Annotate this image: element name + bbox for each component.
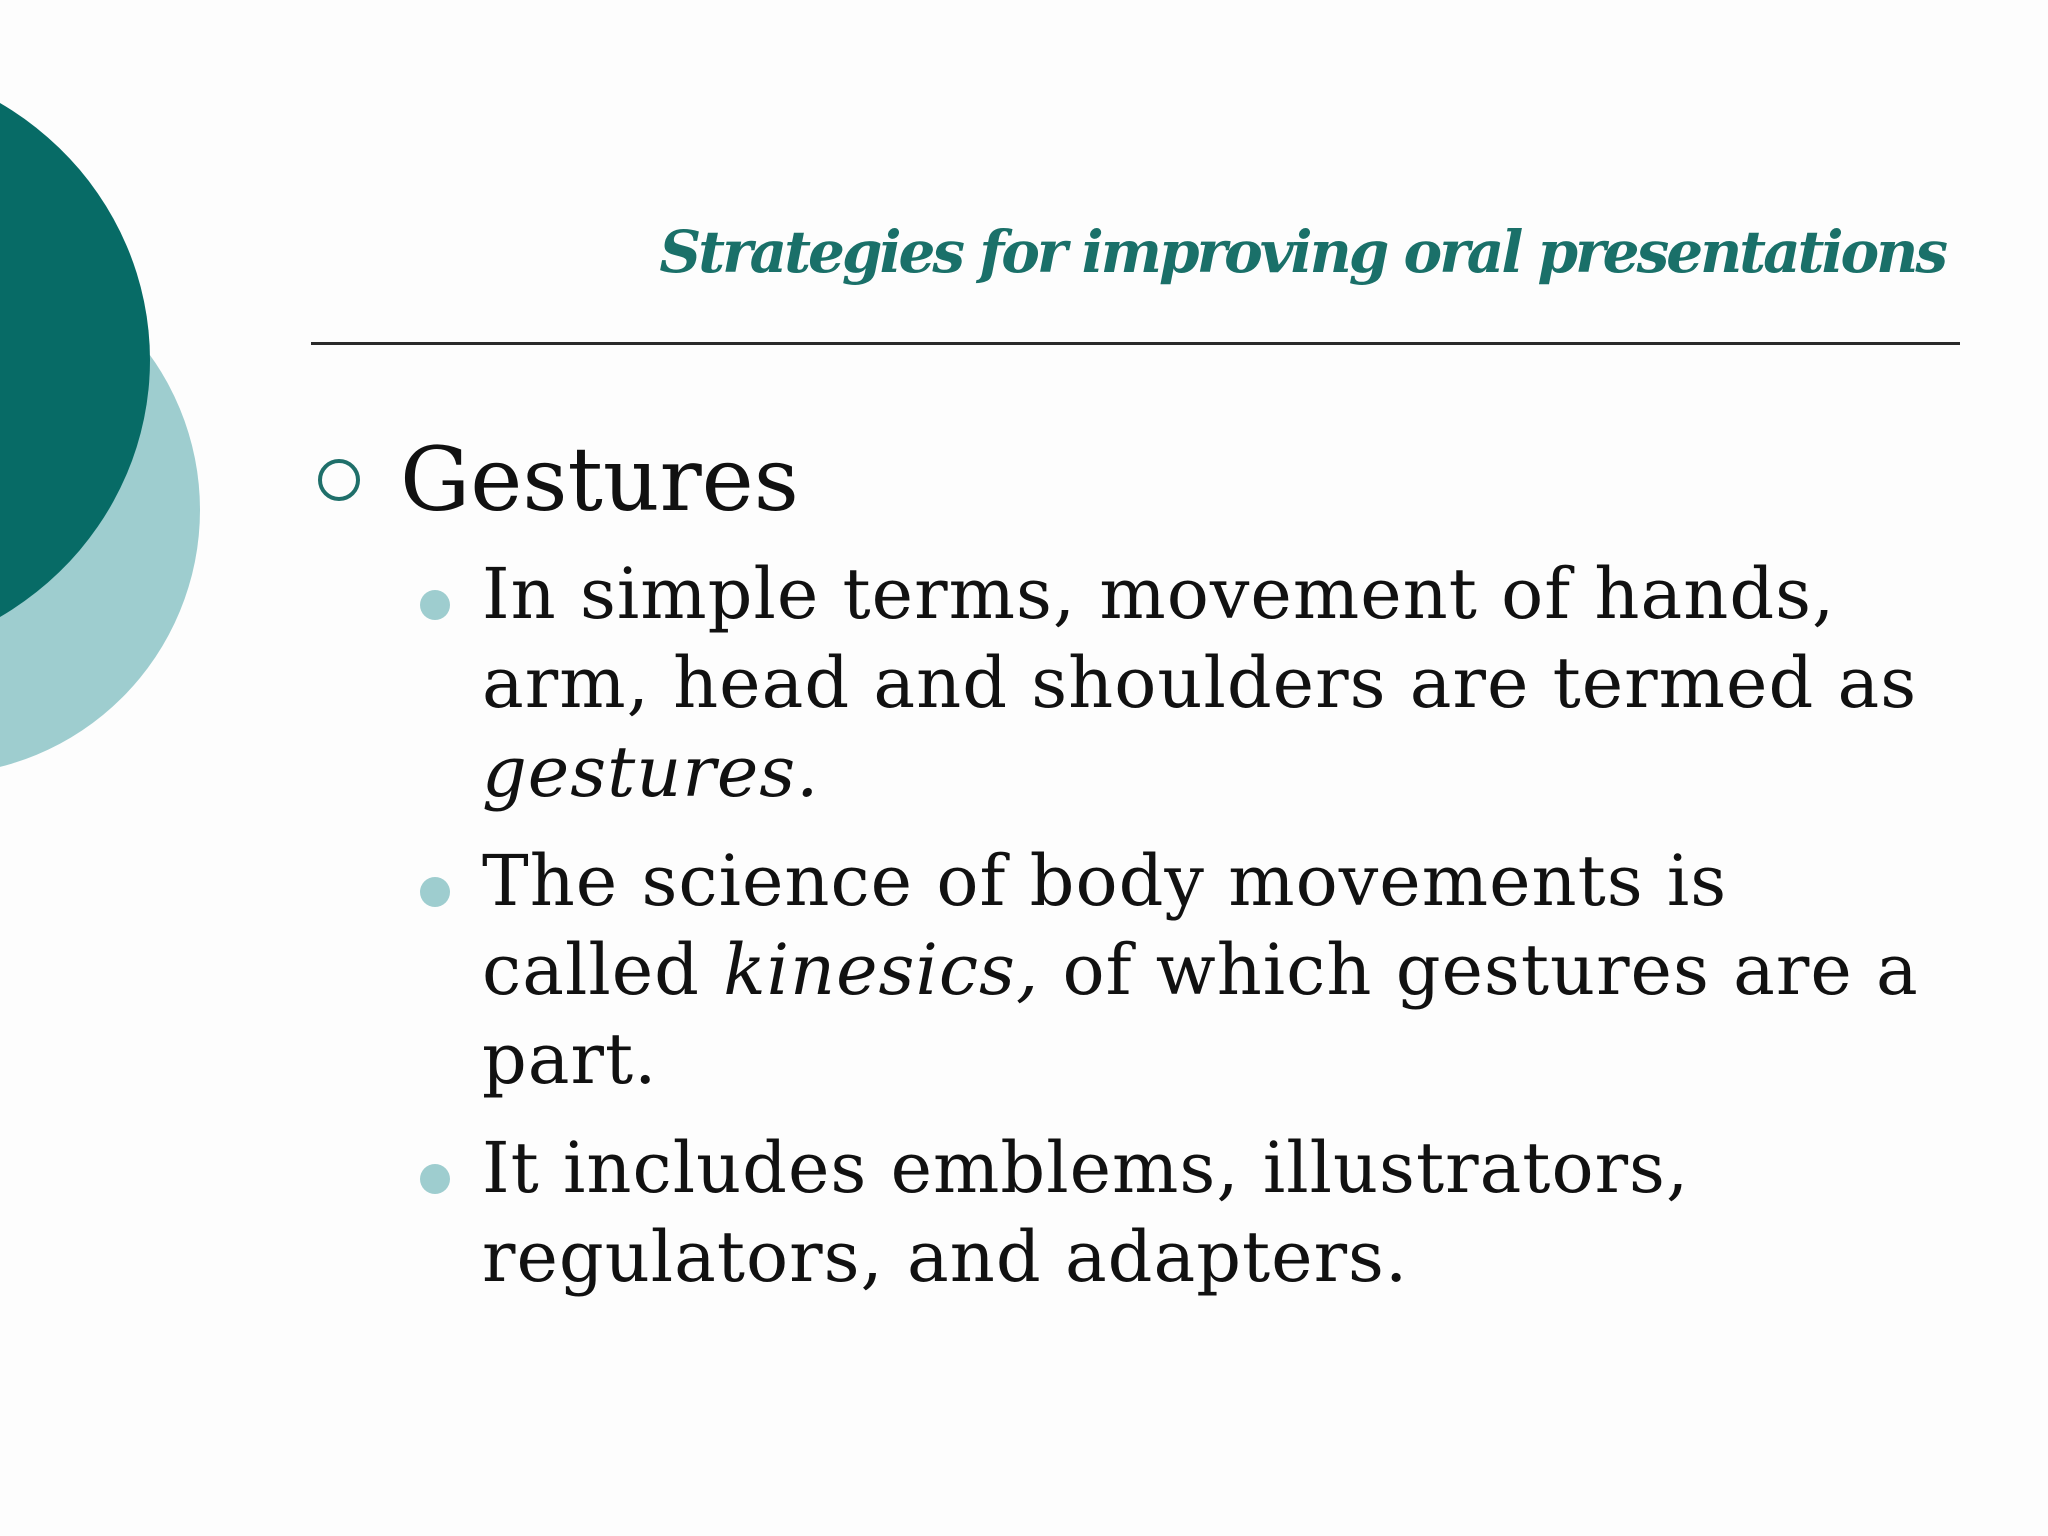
italic-term: kinesics, [723,929,1040,1011]
text-line: part. [482,1018,658,1100]
main-point-gestures [318,430,1998,530]
main-point-label: Gestures [400,428,799,531]
italic-term: gestures. [482,731,820,813]
text-fragment: called [482,929,724,1011]
text-line: It includes emblems, illustrators, [482,1127,1690,1209]
sub-bullet-text [482,837,2022,1104]
sub-bullet-item [420,550,1998,817]
slide-title: Strategies for improving oral presentations [659,218,1945,286]
sub-bullet-list [318,550,1998,1302]
dot-bullet-icon [420,877,450,907]
sub-bullet-text [482,550,2022,817]
slide-content [318,430,1998,1322]
text-fragment: of which gestures are a [1039,929,1919,1011]
title-divider [311,342,1960,345]
sub-bullet-item [420,837,1998,1104]
sub-bullet-item [420,1124,1998,1302]
text-line: regulators, and adapters. [482,1216,1409,1298]
ring-bullet-icon [318,459,360,501]
sub-bullet-text [482,1124,2022,1302]
text-line: In simple terms, movement of hands, [482,553,1836,635]
text-line: The science of body movements is [482,840,1728,922]
text-line: arm, head and shoulders are termed as [482,642,1918,724]
dot-bullet-icon [420,590,450,620]
dot-bullet-icon [420,1164,450,1194]
